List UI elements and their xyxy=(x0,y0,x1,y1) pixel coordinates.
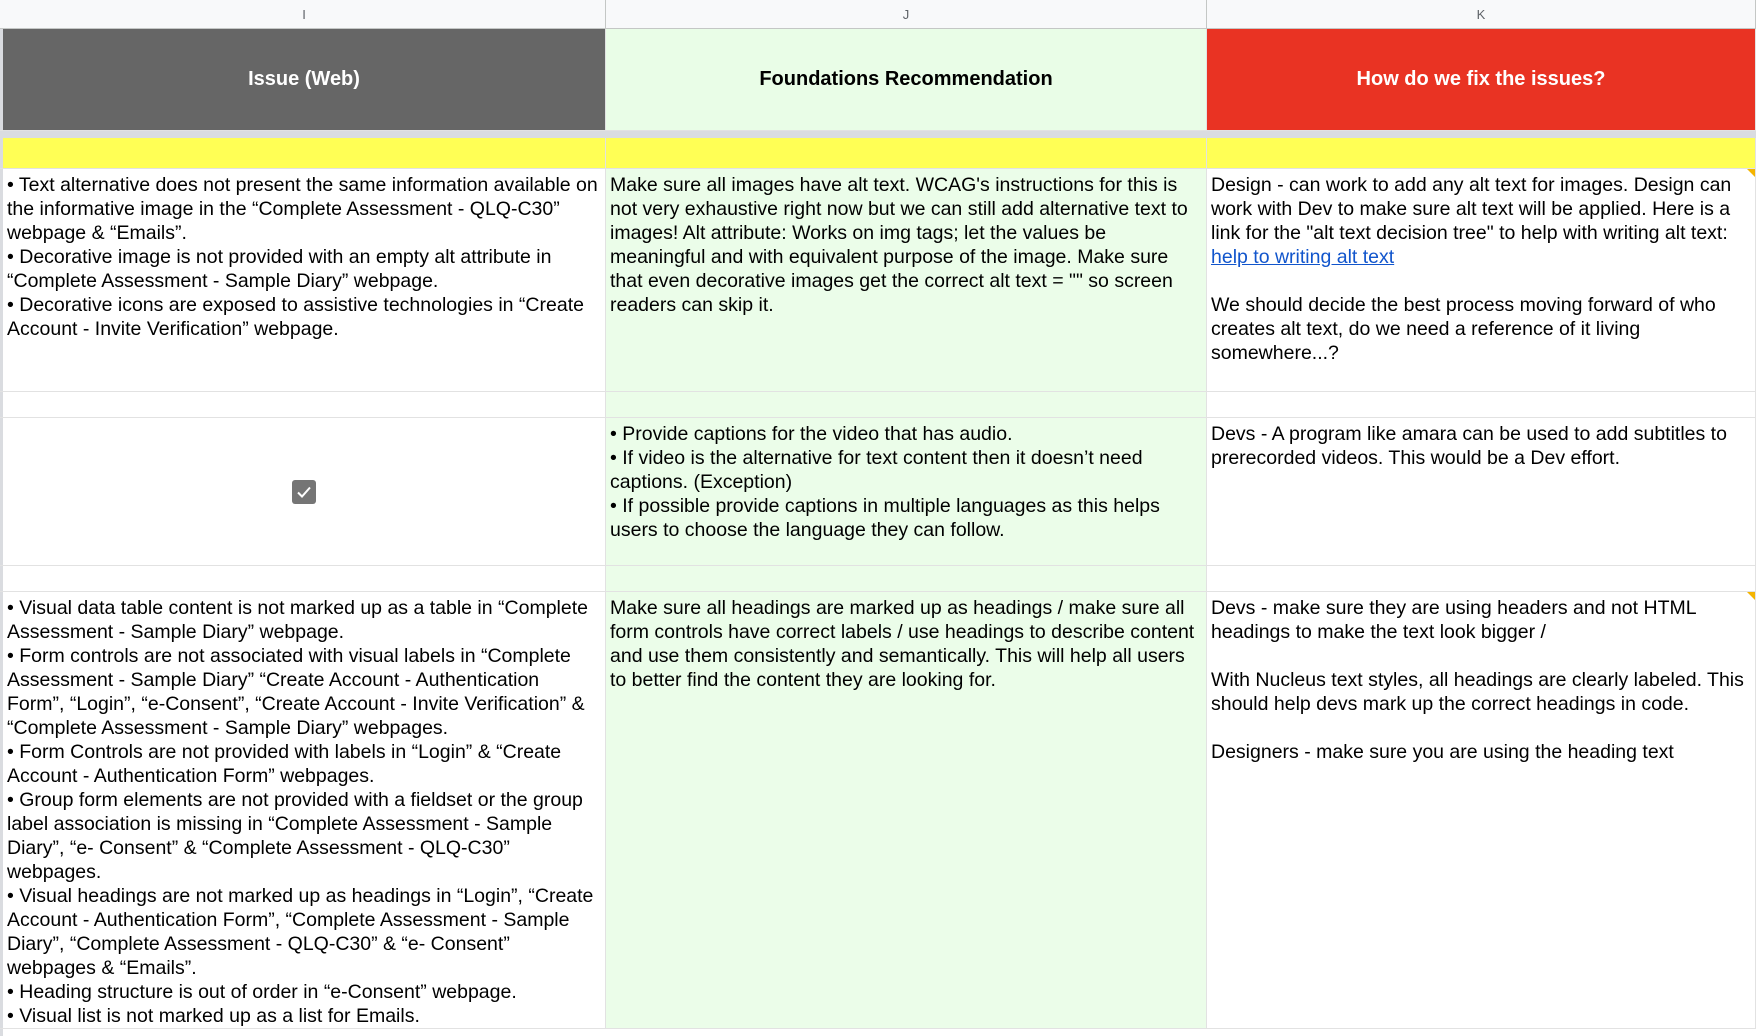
issue-header-label: Issue (Web) xyxy=(248,68,360,90)
cell[interactable] xyxy=(606,566,1207,591)
fix-cell[interactable] xyxy=(1207,169,1756,391)
column-headers xyxy=(0,0,1756,29)
header-row xyxy=(0,29,1756,131)
table-row xyxy=(0,418,1756,566)
fix-text: Design - can work to add any alt text for images. Design can work with Dev to make sure alt text will be applied. Here is a link for the "alt text decision tree" to help with writing alt text: xyxy=(1211,174,1732,244)
recommendation-cell[interactable]: Make sure all headings are marked up as headings / make sure all form controls have correct labels / use headings to describe content and use them consistently and semantically. This will help all users to better find the content they are looking for. xyxy=(606,592,1207,1028)
fix-cell[interactable]: Devs - A program like amara can be used to add subtitles to prerecorded videos. This would be a Dev effort. xyxy=(1207,418,1756,565)
alt-text-help-link[interactable]: help to writing alt text xyxy=(1211,246,1395,268)
checkbox-checked[interactable] xyxy=(292,480,316,504)
column-header-i[interactable]: I xyxy=(3,0,606,28)
cell[interactable] xyxy=(606,138,1207,168)
column-header-k[interactable]: K xyxy=(1207,0,1756,28)
cell[interactable] xyxy=(1207,138,1756,168)
cell[interactable] xyxy=(1207,566,1756,591)
issue-cell[interactable]: • Visual data table content is not marked up as a table in “Complete Assessment - Sample Diary” webpage. • Form controls are not associated with visual labels in “Complete Assessment - Sample Diary” “Create Account - Authentication Form”, “Login”, “e-Consent”, “Create Account - Invite Verification” & “Complete Assessment - Sample Diary” webpages. • Form Controls are not provided with labels in “Login” & “Create Account - Authentication Form” webpages. • Group form elements are not provided with a fieldset or the group label association is missing in “Complete Assessment - Sample Diary”, “e- Consent” & “Complete Assessment - QLQ-C30” webpages. • Visual headings are not marked up as headings in “Login”, “Create Account - Authentication Form”, “Complete Assessment - Sample Diary”, “Complete Assessment - QLQ-C30” & “e- Consent” webpages & “Emails”. • Heading structure is out of order in “e-Consent” webpage. • Visual list is not marked up as a list for Emails. xyxy=(3,592,606,1028)
recommendation-cell[interactable]: • Provide captions for the video that has audio. • If video is the alternative for text content then it doesn’t need captions. (Exception) • If possible provide captions in multiple languages as this helps users to choose the language they can follow. xyxy=(606,418,1207,565)
issue-cell[interactable] xyxy=(3,418,606,565)
frozen-divider[interactable] xyxy=(0,131,1756,138)
column-header-j[interactable]: J xyxy=(606,0,1207,28)
cell[interactable] xyxy=(3,138,606,168)
spacer-row xyxy=(0,566,1756,592)
recommendation-header-label: Foundations Recommendation xyxy=(759,68,1053,90)
check-icon xyxy=(295,483,313,501)
highlight-row xyxy=(0,138,1756,169)
recommendation-cell[interactable]: Make sure all images have alt text. WCAG's instructions for this is not very exhaustive right now but we can still add alternative text to images! Alt attribute: Works on img tags; let the values be meaningful and with equivalent purpose of the image. Make sure that even decorative images get the correct alt text = "" so screen readers can skip it. xyxy=(606,169,1207,391)
fix-header-label: How do we fix the issues? xyxy=(1356,68,1606,90)
recommendation-header-cell[interactable] xyxy=(606,29,1207,130)
cell[interactable] xyxy=(1207,392,1756,417)
fix-header-cell[interactable] xyxy=(1207,29,1756,130)
table-row xyxy=(0,592,1756,1029)
spacer-row xyxy=(0,392,1756,418)
fix-cell[interactable]: Devs - make sure they are using headers and not HTML headings to make the text look bigger / With Nucleus text styles, all headings are clearly labeled. This should help devs mark up the correct headings in code. Designers - make sure you are using the heading text xyxy=(1207,592,1756,1028)
cell[interactable] xyxy=(3,566,606,591)
table-row xyxy=(0,169,1756,392)
cell[interactable] xyxy=(3,392,606,417)
fix-text: We should decide the best process moving forward of who creates alt text, do we need a reference of it living somewhere...? xyxy=(1211,294,1716,364)
cell[interactable] xyxy=(606,392,1207,417)
issue-header-cell[interactable] xyxy=(3,29,606,130)
issue-cell[interactable]: • Text alternative does not present the same information available on the informative image in the “Complete Assessment - QLQ-C30” webpage & “Emails”. • Decorative image is not provided with an empty alt attribute in “Complete Assessment - Sample Diary” webpage. • Decorative icons are exposed to assistive technologies in “Create Account - Invite Verification” webpage. xyxy=(3,169,606,391)
